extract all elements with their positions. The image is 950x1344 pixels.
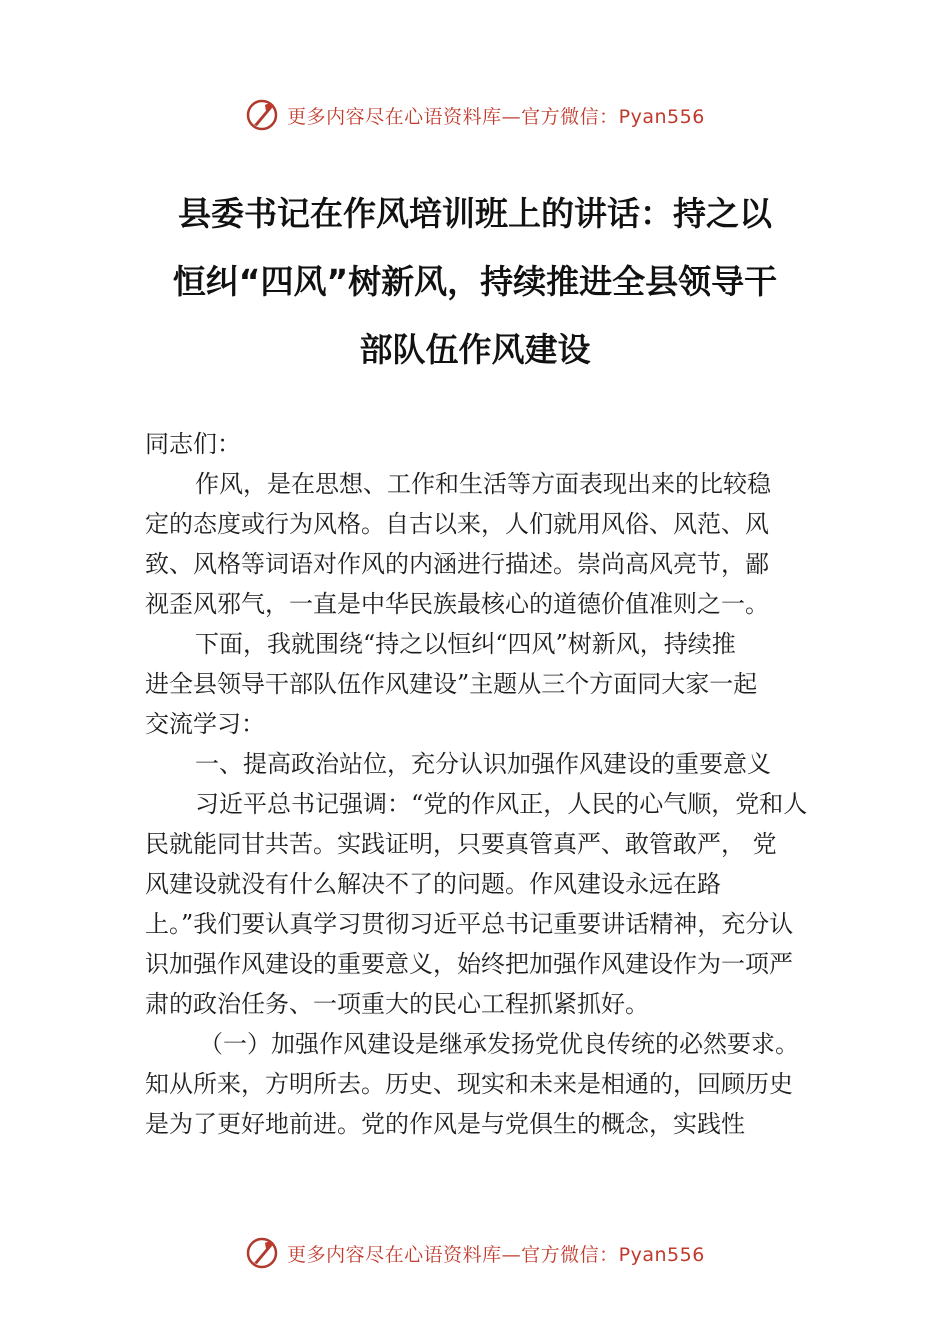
paragraph: 作风，是在思想、工作和生活等方面表现出来的比较稳 定的态度或行为风格。自古以来，人们就用风俗、风范、风 致、风格等词语对作风的内涵进行描述。崇尚高风亮节，鄙 视歪风邪气，一直是中华民族最核心的道德价值准则之一。	[145, 470, 771, 618]
greeting: 同志们：	[145, 430, 241, 458]
paragraph: （一）加强作风建设是继承发扬党优良传统的必然要求。 知从所来，方明所去。历史、现实和未来是相通的，回顾历史 是为了更好地前进。党的作风是与党俱生的概念，实践性	[145, 1030, 799, 1138]
quill-logo-icon	[245, 98, 279, 132]
watermark-text: 更多内容尽在心语资料库—官方微信：Pyan556	[287, 1243, 705, 1266]
title-line: 部队伍作风建设	[359, 330, 591, 369]
header-watermark	[0, 95, 950, 135]
wechat-id: Pyan556	[618, 105, 705, 128]
wechat-id: Pyan556	[618, 1243, 705, 1266]
quill-logo-icon	[245, 1236, 279, 1270]
watermark-text: 更多内容尽在心语资料库—官方微信：Pyan556	[287, 105, 705, 128]
title-line: 县委书记在作风培训班上的讲话：持之以	[178, 194, 772, 233]
document-title	[140, 180, 810, 384]
paragraph: 习近平总书记强调：“党的作风正，人民的心气顺，党和人 民就能同甘共苦。实践证明，只要真管真严、敢管敢严， 党 风建设就没有什么解决不了的问题。作风建设永远在路 上。”我们要认真学习贯彻习近平总书记重要讲话精神，充分认 识加强作风建设的重要意义，始终把加强作风建设作为一项严 肃的政治任务、一项重大的民心工程抓紧抓好。	[145, 790, 808, 1018]
paragraph: 下面，我就围绕“持之以恒纠“四风”树新风，持续推 进全县领导干部队伍作风建设”主题从三个方面同大家一起 交流学习：	[145, 630, 758, 738]
footer-watermark	[0, 1233, 950, 1273]
title-line: 恒纠“四风”树新风，持续推进全县领导干	[172, 262, 778, 301]
section-heading: 一、提高政治站位，充分认识加强作风建设的重要意义	[195, 750, 771, 778]
document-body	[145, 424, 835, 1144]
